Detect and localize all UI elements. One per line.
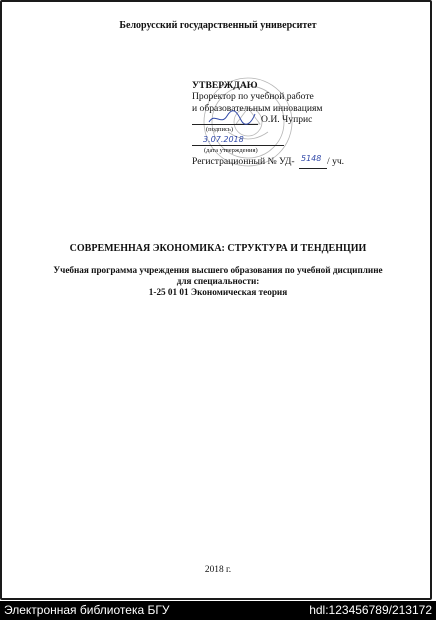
approval-heading: УТВЕРЖДАЮ bbox=[192, 80, 258, 91]
signature-caption: (подпись) bbox=[206, 126, 233, 133]
approval-position-line-2: и образовательным инновациям bbox=[192, 103, 323, 114]
library-footer-bar bbox=[0, 601, 436, 620]
signer-name: О.И. Чуприс bbox=[261, 114, 313, 125]
handwritten-signature bbox=[207, 108, 257, 128]
specialty-code: 1-25 01 01 Экономическая теория bbox=[148, 287, 288, 297]
subtitle-line-2: для специальности: bbox=[176, 276, 260, 286]
approval-date-handwritten: 3.07.2018 bbox=[203, 135, 244, 144]
library-name: Электронная библиотека БГУ bbox=[4, 603, 170, 617]
subtitle-line-1: Учебная программа учреждения высшего образования по учебной дисциплине bbox=[53, 265, 383, 275]
handle-identifier[interactable]: hdl:123456789/213172 bbox=[309, 603, 432, 617]
approval-position-line-1: Проректор по учебной работе bbox=[192, 91, 314, 102]
registration-suffix: / уч. bbox=[327, 156, 345, 167]
registration-number-handwritten: 5148 bbox=[301, 154, 322, 163]
registration-prefix: Регистрационный № УД- bbox=[192, 156, 295, 167]
university-name: Белорусский государственный университет bbox=[119, 20, 317, 31]
registration-number-line bbox=[299, 168, 327, 169]
document-title: СОВРЕМЕННАЯ ЭКОНОМИКА: СТРУКТУРА И ТЕНДЕНЦИИ bbox=[69, 243, 367, 254]
document-year: 2018 г. bbox=[204, 565, 232, 575]
date-caption: (дата утверждения) bbox=[204, 147, 258, 154]
date-line bbox=[192, 145, 284, 146]
